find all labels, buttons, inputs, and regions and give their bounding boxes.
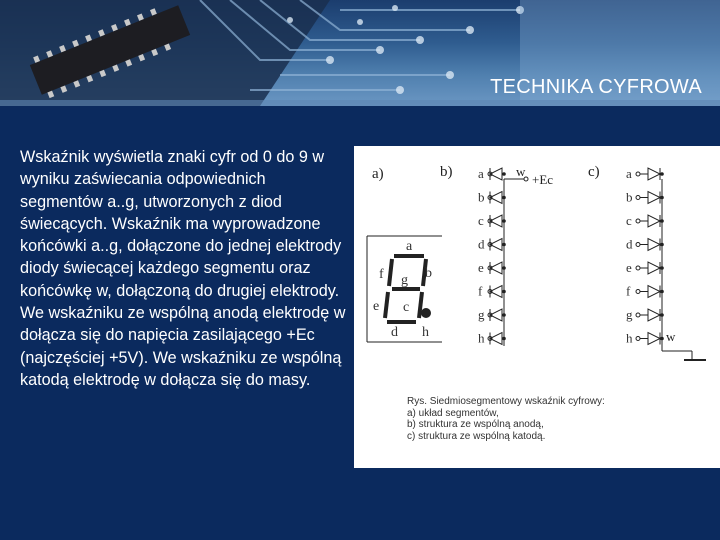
seven-segment-display <box>367 236 442 342</box>
pin-label-c: c <box>478 213 484 228</box>
caption-line: b) struktura ze wspólną anodą, <box>407 419 544 430</box>
seg-c: c <box>403 300 410 315</box>
pin-label-c: c <box>626 213 632 228</box>
w-label-c: w <box>666 329 676 344</box>
seg-f: f <box>379 267 384 282</box>
pin-terminal <box>636 290 640 294</box>
supply-label: +Ec <box>532 172 554 187</box>
common-anode-diagram <box>504 177 528 346</box>
diode-icon <box>648 262 660 274</box>
diode-icon <box>648 239 660 251</box>
pin-terminal <box>636 172 640 176</box>
seven-segment-figure <box>354 146 720 468</box>
pin-terminal <box>636 243 640 247</box>
pin-terminal <box>636 219 640 223</box>
pin-label-g: g <box>478 307 485 322</box>
diode-icon <box>648 309 660 321</box>
pin-label-a: a <box>626 166 632 181</box>
seg-b: b <box>425 266 432 281</box>
pin-label-f: f <box>478 283 483 299</box>
pin-terminal <box>636 266 640 270</box>
pin-terminal <box>636 196 640 200</box>
pin-label-d: d <box>626 236 633 252</box>
body-paragraph: Wskaźnik wyświetla znaki cyfr od 0 do 9 w wyniku zaświecania odpowiednich segmentów a..g, utworzonych z diod świecących. Wskaźnik ma wyprowadzone końcówki a..g, dołączone do jednej elektrody diody świecącej każdego segmentu oraz końcówkę w, dołączoną do drugiej elektrody. We wskaźniku ze wspólną anodą elektrodę w dołącza się do napięcia zasilającego +Ec (najczęściej +5V). We wskaźniku ze wspólną katodą elektrodę w dołącza się do masy. <box>20 148 346 389</box>
pin-terminal <box>636 337 640 341</box>
slide-title: TECHNIKA CYFROWA <box>490 76 702 98</box>
diode-icon <box>648 286 660 298</box>
pin-label-g: g <box>626 307 633 322</box>
pin-label-b: b <box>626 189 633 205</box>
label-a: a) <box>372 166 384 182</box>
label-b: b) <box>440 164 453 180</box>
pin-label-e: e <box>626 260 632 275</box>
pin-label-h: h <box>478 330 485 346</box>
w-label-b: w <box>516 164 526 179</box>
caption-line: Rys. Siedmiosegmentowy wskaźnik cyfrowy: <box>407 396 605 407</box>
pin-label-b: b <box>478 189 485 205</box>
caption-line: a) układ segmentów, <box>407 407 499 419</box>
seg-h: h <box>422 325 429 340</box>
pin-label-h: h <box>626 330 633 346</box>
diode-icon <box>648 215 660 227</box>
seg-g: g <box>401 273 408 288</box>
seg-a: a <box>406 239 413 254</box>
figure-caption <box>407 396 707 442</box>
pin-label-f: f <box>626 283 631 299</box>
diode-icon <box>648 192 660 204</box>
caption-line: c) struktura ze wspólną katodą. <box>407 430 546 442</box>
pin-label-e: e <box>478 260 484 275</box>
anode-diodes <box>478 166 506 346</box>
pin-label-d: d <box>478 236 485 252</box>
diode-icon <box>648 333 660 345</box>
seg-e: e <box>373 299 380 314</box>
seg-d: d <box>391 325 398 340</box>
pin-label-a: a <box>478 166 484 181</box>
label-c: c) <box>588 164 600 180</box>
pin-terminal <box>636 313 640 317</box>
header-banner <box>0 0 720 106</box>
diode-icon <box>648 168 660 180</box>
cathode-diodes <box>626 166 664 346</box>
